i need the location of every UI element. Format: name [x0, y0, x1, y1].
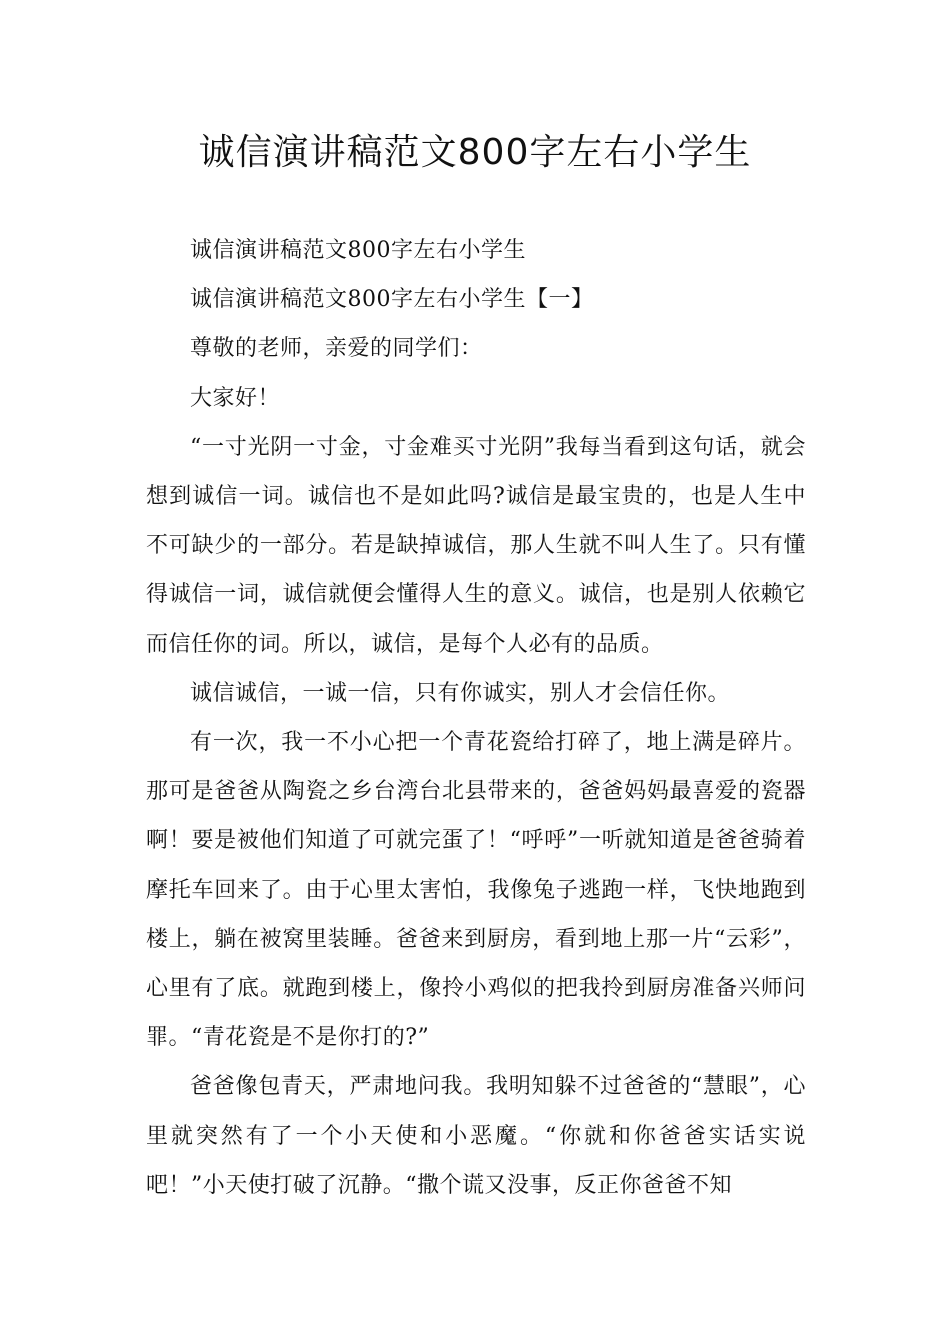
- paragraph-body: 诚信诚信，一诚一信，只有你诚实，别人才会信任你。: [190, 680, 731, 706]
- document-title: 诚信演讲稿范文800字左右小学生: [198, 132, 752, 173]
- paragraph-greeting: 大家好！: [190, 385, 281, 411]
- paragraph-body: 有一次，我一不小心把一个青花瓷给打碎了，地上满是碎片。那可是爸爸从陶瓷之乡台湾台北县带来的，爸爸妈妈最喜爱的瓷器啊！要是被他们知道了可就完蛋了！“呼呼”一听就知道是爸爸骑着摩托车回来了。由于心里太害怕，我像兔子逃跑一样，飞快地跑到楼上，躺在被窝里装睡。爸爸来到厨房，看到地上那一片“云彩”，心里有了底。就跑到楼上，像拎小鸡似的把我拎到厨房准备兴师问罪。“青花瓷是不是你打的?”: [146, 730, 806, 1051]
- paragraph-body: 爸爸像包青天，严肃地问我。我明知躲不过爸爸的“慧眼”，心里就突然有了一个小天使和小恶魔。“你就和你爸爸实话实说吧！”小天使打破了沉静。“撒个谎又没事，反正你爸爸不知: [146, 1074, 806, 1198]
- paragraph-subtitle: 诚信演讲稿范文800字左右小学生: [190, 238, 526, 263]
- paragraph-salutation: 尊敬的老师，亲爱的同学们：: [190, 336, 483, 362]
- paragraph-body: “一寸光阴一寸金，寸金难买寸光阴”我每当看到这句话，就会想到诚信一词。诚信也不是如此吗?诚信是最宝贵的，也是人生中不可缺少的一部分。若是缺掉诚信，那人生就不叫人生了。只有懂得诚信一词，诚信就便会懂得人生的意义。诚信，也是别人依赖它而信任你的词。所以，诚信，是每个人必有的品质。: [146, 434, 806, 657]
- paragraph-section-heading: 诚信演讲稿范文800字左右小学生【一】: [190, 287, 594, 313]
- document-body: [146, 226, 806, 1210]
